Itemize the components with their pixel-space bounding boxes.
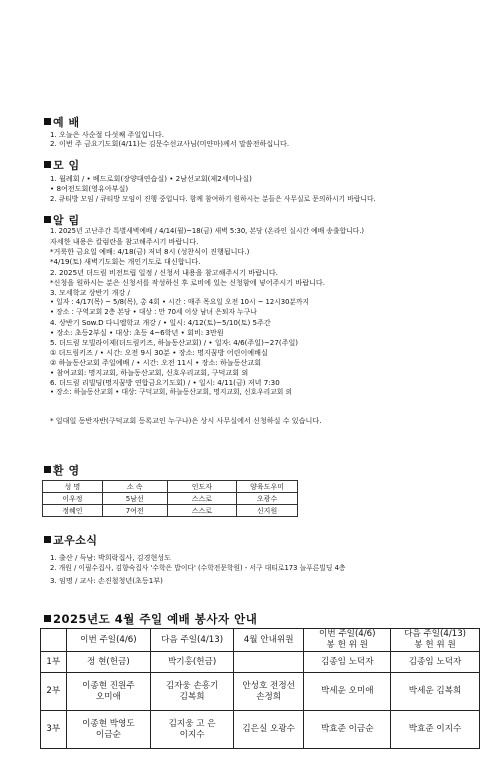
table-cell: 김자웅 손흥기 김복희: [151, 673, 234, 711]
table-cell: 5남선: [102, 493, 167, 505]
table-cell: 박효준 이지수: [391, 711, 480, 749]
table-header: 이번 주일(4/6): [66, 629, 151, 652]
table-header-row: [41, 629, 480, 652]
notice-line: • 참여교회: 명지교회, 하늘동산교회, 신호우리교회, 구덕교회 외: [50, 368, 249, 377]
table-header: 4월 안내위원: [233, 629, 303, 652]
notice-line: 6. 더드림 리빌딩(명지꿈방 연합금요기도회) / • 일시: 4/11(금) 저녁 7:30: [50, 378, 280, 387]
table-header: 인도자: [167, 481, 237, 493]
table-row: [41, 652, 480, 673]
volunteers-table: [40, 628, 480, 749]
table-header-row: [43, 481, 298, 493]
section-members-title: 교우소식: [44, 532, 98, 548]
square-bullet-icon: [44, 161, 51, 168]
notice-line: *신청을 원하시는 분은 신청서를 작성하신 후 로비에 있는 신청함에 넣어주시기 바랍니다.: [50, 278, 326, 287]
section-volunteers-title: 2025년도 4월 주일 예배 봉사자 안내: [44, 611, 257, 627]
notice-line: *거룩한 금요일 예배: 4/18(금) 저녁 8시 (성찬식이 진행됩니다.): [50, 247, 250, 256]
row-label: 2부: [41, 673, 67, 711]
table-header: 다음 주일(4/13): [151, 629, 234, 652]
table-cell: 박효준 이금순: [304, 711, 391, 749]
table-cell: 정혜인: [43, 505, 103, 517]
meeting-line: 2. 큐티방 모임 / 큐티방 모임이 진행 중입니다. 함께 참여하기 원하시는 분들은 사무실로 문의하시기 바랍니다.: [50, 195, 376, 203]
square-bullet-icon: [44, 536, 51, 543]
table-cell: 박세운 김복희: [391, 673, 480, 711]
table-cell: 박세운 오미애: [304, 673, 391, 711]
notice-line: ① 더드림키즈 / • 시간: 오전 9시 30분 • 장소: 명지꿈방 어린이예배실: [50, 348, 268, 357]
table-header: 소 속: [102, 481, 167, 493]
table-cell: 김지웅 고 은 이지수: [151, 711, 234, 749]
meeting-line: 1. 월례회 / • 베드로회(장양대연습실) • 2남선교회(제2세미나실): [50, 174, 252, 183]
welcome-table: [42, 480, 298, 517]
square-bullet-icon: [44, 118, 51, 125]
table-header-corner: [41, 629, 67, 652]
notice-line: ② 하늘동산교회 주일예배 / • 시간: 오전 11시 • 장소: 하늘동산교회: [50, 358, 262, 367]
notice-footnote: * 일대일 동반자반(구덕교회 등록교인 누구나)은 상시 사무실에서 신청하실 수 있습니다.: [50, 416, 322, 425]
worship-line: 2. 이번 주 금요기도회(4/11)는 김문수선교사님(미얀마)께서 말씀전하십니다.: [50, 139, 290, 148]
notice-line: 5. 더드림 모빌라이제(더드림키즈, 하늘동산교회) / • 일자: 4/6(주일)~27(주일): [50, 338, 299, 347]
table-row: [43, 493, 298, 505]
notice-line: 4. 상반기 Sow.D 다니엘학교 개강 / • 일시: 4/12(토)~5/10(토) 5주간: [50, 318, 271, 327]
notice-line: • 일자 : 4/17(목) ~ 5/8(목), 총 4회 • 시간 : 매주 목요일 오전 10시 ~ 12시30분까지: [50, 298, 310, 306]
table-cell: [233, 652, 303, 673]
row-label: 1부: [41, 652, 67, 673]
table-header: 다음 주일(4/13) 봉 헌 위 원: [391, 629, 480, 652]
table-cell: 스스로: [167, 493, 237, 505]
members-line: 3. 임명 / 교사: 손진철청년(초등1부): [50, 576, 163, 585]
meeting-line: • 8여전도회(영유아부실): [50, 184, 129, 193]
members-line: 2. 개원 / 이필수집사, 김향숙집사 '수학은 밥이다' (수학전문학원) - 서구 대티로173 늘푸른빌딩 4층: [50, 564, 346, 572]
table-cell: 김은실 오광수: [233, 711, 303, 749]
table-cell: 이종현 진원주 오미애: [66, 673, 151, 711]
table-row: [43, 505, 298, 517]
notice-line: 2. 2025년 더드림 비전트립 일정 / 신청서 내용을 참고해주시기 바랍니다.: [50, 268, 278, 277]
table-header: 이번 주일(4/6) 봉 헌 위 원: [304, 629, 391, 652]
notice-line: • 장소: 초등2부실 • 대상: 초등 4~6학년 • 회비: 3만원: [50, 328, 224, 337]
notice-line: *4/19(토) 새벽기도회는 개인기도로 대신합니다.: [50, 257, 201, 266]
table-cell: 이종현 박영도 이금순: [66, 711, 151, 749]
members-line: 1. 출산 / 득남: 박희락집사, 김경현성도: [50, 553, 172, 562]
row-label: 3부: [41, 711, 67, 749]
table-row: [41, 711, 480, 749]
section-meeting-title: 모 임: [44, 157, 80, 173]
table-cell: 정 현(헌금): [66, 652, 151, 673]
notice-line: • 장소: 하늘동산교회 • 대상: 구덕교회, 하늘동산교회, 명지교회, 신호우리교회 외: [50, 388, 293, 396]
table-cell: 박기홍(헌금): [151, 652, 234, 673]
table-cell: 안성호 전정선 손정희: [233, 673, 303, 711]
table-cell: 오광수: [237, 493, 298, 505]
notice-line: • 장소 : 구역교회 2층 본당 • 대상 : 만 70세 이상 남녀 은퇴자 누구나: [50, 308, 257, 316]
notice-line: 자세한 내용은 칼럼란을 참고해주시기 바랍니다.: [50, 237, 199, 246]
section-worship-title: 예 배: [44, 114, 80, 130]
square-bullet-icon: [44, 216, 51, 223]
notice-line: 3. 모세학교 상반기 개강 /: [50, 288, 130, 297]
table-header: 양육도우미: [237, 481, 298, 493]
square-bullet-icon: [44, 615, 51, 622]
worship-line: 1. 오늘은 사순절 다섯째 주일입니다.: [50, 130, 164, 139]
table-cell: 스스로: [167, 505, 237, 517]
section-notice-title: 알 림: [44, 212, 80, 228]
table-cell: 신지원: [237, 505, 298, 517]
table-cell: 7여전: [102, 505, 167, 517]
notice-line: 1. 2025년 고난주간 특별새벽예배 / 4/14(월)~18(금) 새벽 5:30, 본당 (온라인 실시간 예배 송출합니다.): [50, 227, 365, 235]
section-welcome-title: 환 영: [44, 462, 80, 478]
table-cell: 이우정: [43, 493, 103, 505]
table-header: 성 명: [43, 481, 103, 493]
table-row: [41, 673, 480, 711]
table-cell: 김종임 노덕자: [304, 652, 391, 673]
table-cell: 김종임 노덕자: [391, 652, 480, 673]
square-bullet-icon: [44, 466, 51, 473]
